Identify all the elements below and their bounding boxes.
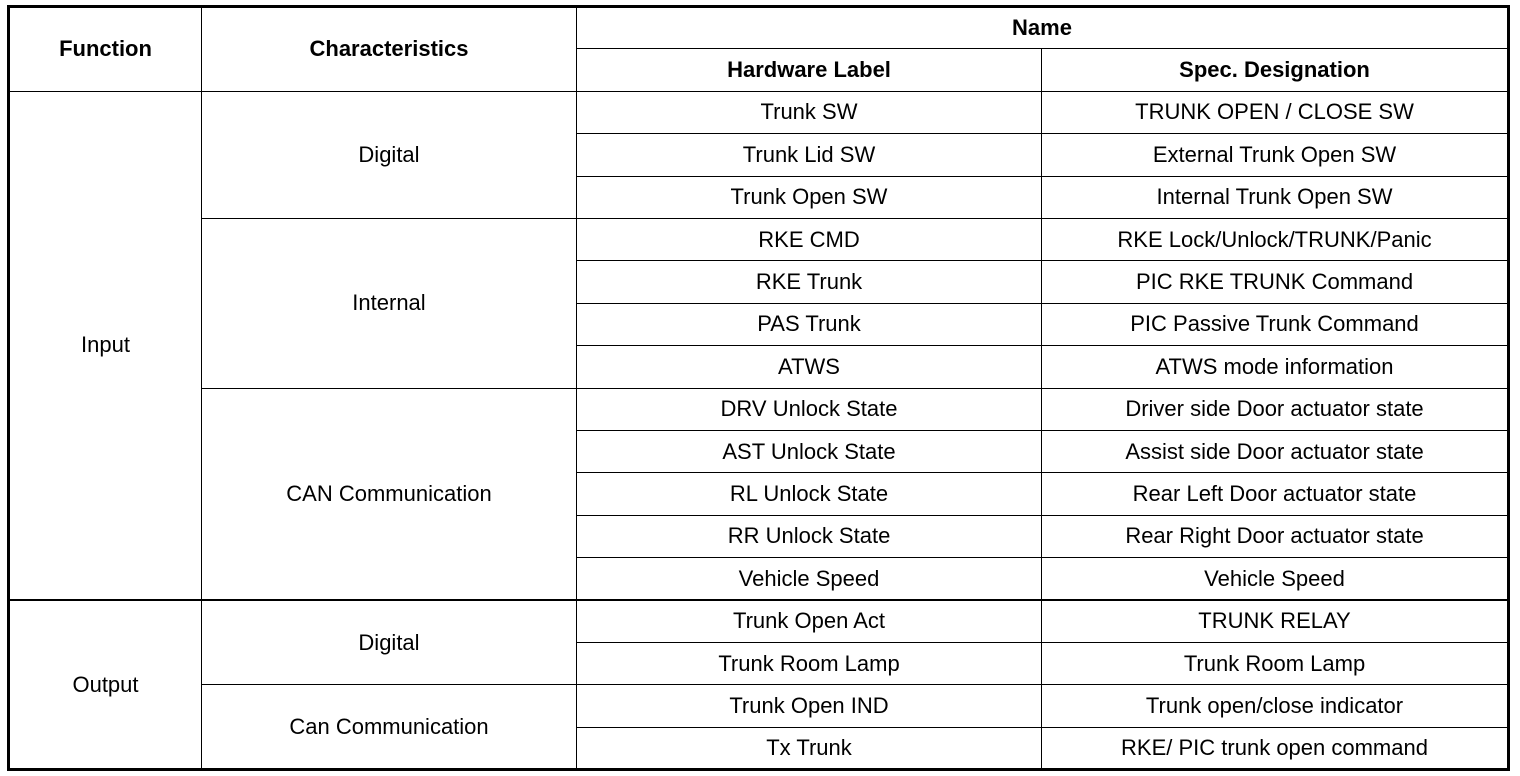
spec-designation-cell: RKE/ PIC trunk open command — [1042, 727, 1509, 769]
header-name: Name — [577, 7, 1509, 49]
spec-designation-cell: TRUNK OPEN / CLOSE SW — [1042, 91, 1509, 133]
hardware-label-cell: RKE CMD — [577, 218, 1042, 260]
header-hardware-label: Hardware Label — [577, 49, 1042, 91]
table-header — [9, 7, 1509, 92]
hardware-label-cell: Trunk Open IND — [577, 685, 1042, 727]
hardware-label-cell: PAS Trunk — [577, 303, 1042, 345]
hardware-label-cell: Trunk Room Lamp — [577, 642, 1042, 684]
hardware-label-cell: DRV Unlock State — [577, 388, 1042, 430]
spec-designation-cell: PIC RKE TRUNK Command — [1042, 261, 1509, 303]
characteristic-cell-input-internal: Internal — [202, 218, 577, 388]
header-characteristics: Characteristics — [202, 7, 577, 92]
spec-designation-cell: Internal Trunk Open SW — [1042, 176, 1509, 218]
spec-designation-cell: PIC Passive Trunk Command — [1042, 303, 1509, 345]
hardware-label-cell: Trunk Lid SW — [577, 134, 1042, 176]
hardware-label-cell: RR Unlock State — [577, 515, 1042, 557]
hardware-label-cell: Trunk Open SW — [577, 176, 1042, 218]
table-row — [9, 388, 1509, 430]
characteristic-cell-output-can: Can Communication — [202, 685, 577, 770]
spec-designation-cell: Driver side Door actuator state — [1042, 388, 1509, 430]
spec-designation-cell: ATWS mode information — [1042, 346, 1509, 388]
trunk-function-spec-table — [7, 5, 1510, 771]
spec-designation-cell: Rear Right Door actuator state — [1042, 515, 1509, 557]
table-row — [9, 218, 1509, 260]
hardware-label-cell: ATWS — [577, 346, 1042, 388]
characteristic-cell-output-digital: Digital — [202, 600, 577, 685]
spec-designation-cell: TRUNK RELAY — [1042, 600, 1509, 642]
spec-designation-cell: RKE Lock/Unlock/TRUNK/Panic — [1042, 218, 1509, 260]
spec-designation-cell: Rear Left Door actuator state — [1042, 473, 1509, 515]
hardware-label-cell: Tx Trunk — [577, 727, 1042, 769]
hardware-label-cell: AST Unlock State — [577, 430, 1042, 472]
function-cell-output: Output — [9, 600, 202, 770]
hardware-label-cell: RL Unlock State — [577, 473, 1042, 515]
characteristic-cell-input-can: CAN Communication — [202, 388, 577, 600]
spec-designation-cell: Trunk Room Lamp — [1042, 642, 1509, 684]
spec-designation-cell: Vehicle Speed — [1042, 558, 1509, 600]
spec-designation-cell: Assist side Door actuator state — [1042, 430, 1509, 472]
header-spec-designation: Spec. Designation — [1042, 49, 1509, 91]
function-cell-input: Input — [9, 91, 202, 600]
hardware-label-cell: Vehicle Speed — [577, 558, 1042, 600]
header-function: Function — [9, 7, 202, 92]
table-row — [9, 600, 1509, 642]
characteristic-cell-input-digital: Digital — [202, 91, 577, 218]
spec-table-container — [7, 5, 1507, 769]
hardware-label-cell: RKE Trunk — [577, 261, 1042, 303]
spec-designation-cell: Trunk open/close indicator — [1042, 685, 1509, 727]
hardware-label-cell: Trunk SW — [577, 91, 1042, 133]
table-row — [9, 685, 1509, 727]
table-row — [9, 91, 1509, 133]
spec-designation-cell: External Trunk Open SW — [1042, 134, 1509, 176]
hardware-label-cell: Trunk Open Act — [577, 600, 1042, 642]
table-body — [9, 91, 1509, 769]
